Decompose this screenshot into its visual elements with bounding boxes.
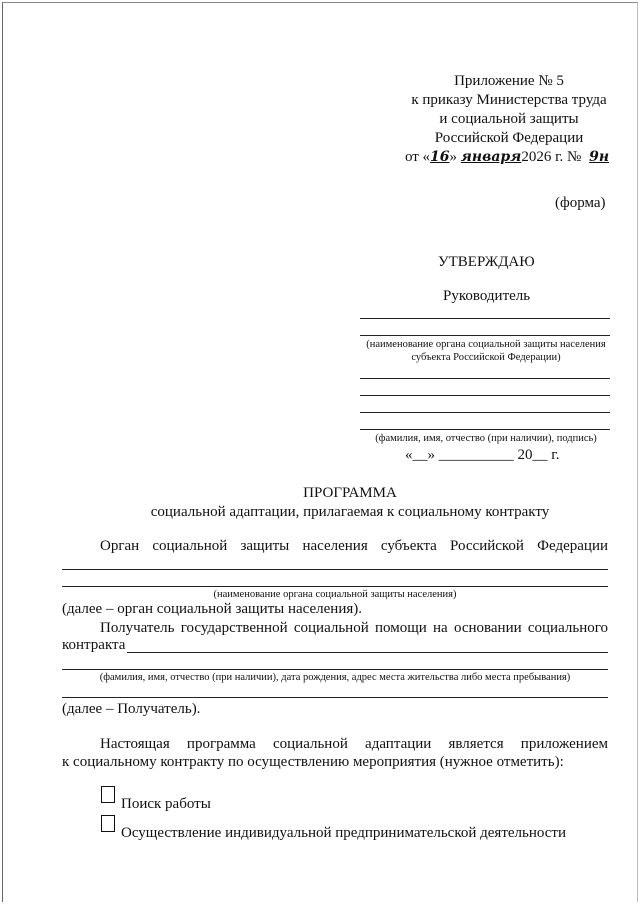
recipient-after: (далее – Получатель).: [62, 701, 201, 717]
approval-line-2: [360, 335, 610, 336]
form-label: (форма): [555, 195, 606, 211]
approval-line-1: [360, 318, 610, 319]
org-line-2: [62, 586, 608, 587]
header-line-1: Приложение № 5: [454, 73, 564, 89]
paragraph-line-2: к социальному контракту по осуществлению мероприятия (нужное отметить):: [62, 754, 564, 770]
header-line-3: и социальной защиты: [439, 111, 579, 127]
handwritten-month: января: [460, 149, 522, 165]
date-mid: »: [449, 149, 458, 165]
org-intro: Орган социальной защиты населения субъекта Российской Федерации: [100, 538, 608, 554]
option-job-search-label: Поиск работы: [121, 796, 211, 812]
recipient-line-1: Получатель государственной социальной помощи на основании социального: [100, 620, 608, 636]
approval-role: Руководитель: [443, 288, 531, 304]
caption-org-approval: (наименование органа социальной защиты населения субъекта Российской Федерации): [366, 339, 606, 363]
recipient-fill-line: [127, 652, 608, 653]
handwritten-day: 16: [430, 149, 450, 165]
option-job-search-checkbox[interactable]: [101, 786, 115, 803]
approval-line-3: [360, 378, 610, 379]
approval-date-line: «__» __________ 20__ г.: [405, 447, 560, 463]
approval-line-4: [360, 395, 610, 396]
handwritten-order-number: 9н: [589, 149, 610, 165]
recipient-line-a: [62, 669, 608, 670]
caption-org: (наименование органа социальной защиты населения): [213, 589, 457, 600]
recipient-line-2: контракта: [62, 637, 126, 653]
org-line-1: [62, 569, 608, 570]
program-subtitle: социальной адаптации, прилагаемая к социальному контракту: [150, 504, 550, 520]
approval-line-5: [360, 412, 610, 413]
approval-line-6: [360, 429, 610, 430]
caption-person-approval: (фамилия, имя, отчество (при наличии), подпись): [375, 433, 597, 444]
caption-recipient: (фамилия, имя, отчество (при наличии), дата рождения, адрес места жительства либо места пребывания): [99, 672, 571, 683]
option-entrepreneurship-checkbox[interactable]: [101, 815, 115, 832]
date-prefix: от «: [404, 149, 431, 165]
appendix-header: [395, 72, 623, 167]
paragraph-line-1: Настоящая программа социальной адаптации является приложением: [100, 736, 608, 752]
header-line-4: Российской Федерации: [434, 130, 584, 146]
date-year: 2026 г. №: [521, 149, 582, 165]
program-title: ПРОГРАММА: [303, 485, 397, 501]
org-after: (далее – орган социальной защиты населения).: [62, 601, 363, 617]
header-date-line: [395, 148, 623, 167]
approval-title: УТВЕРЖДАЮ: [438, 254, 535, 270]
header-line-2: к приказу Министерства труда: [411, 92, 607, 108]
recipient-line-b: [62, 697, 608, 698]
option-entrepreneurship-label: Осуществление индивидуальной предпринимательской деятельности: [121, 825, 567, 841]
